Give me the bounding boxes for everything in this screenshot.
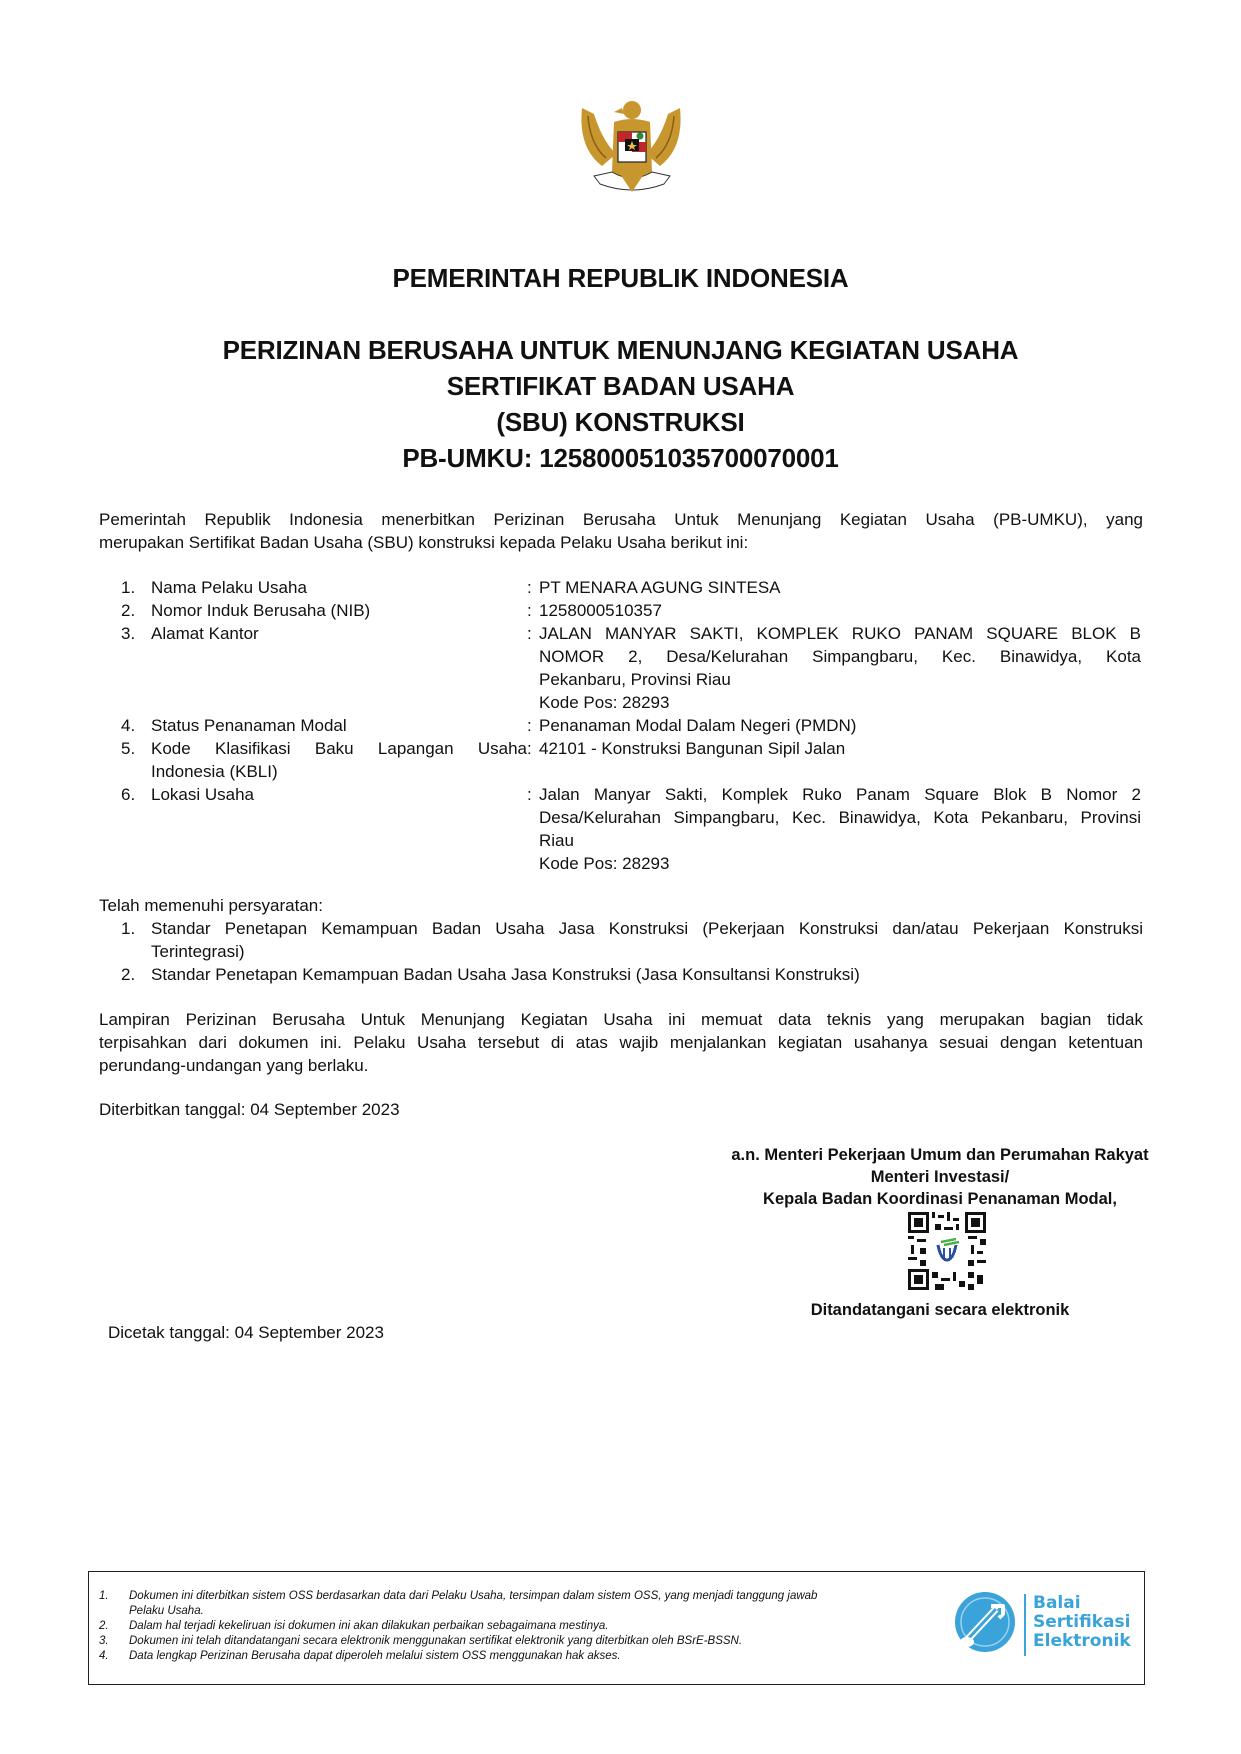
note-text: Data lengkap Perizinan Berusaha dapat diperoleh melalui sistem OSS menggunakan hak akses. bbox=[129, 1650, 621, 1662]
document-title-block bbox=[0, 332, 1241, 476]
requirement-text bbox=[151, 963, 1143, 986]
requirement-number: 2. bbox=[121, 965, 136, 984]
business-details-list bbox=[99, 576, 1151, 875]
document-title-line-1: PERIZINAN BERUSAHA UNTUK MENUNJANG KEGIATAN USAHA bbox=[222, 335, 1019, 365]
field-colon: : bbox=[527, 785, 532, 804]
field-row-investment-status bbox=[99, 714, 1151, 737]
value-line: Penanaman Modal Dalam Negeri (PMDN) bbox=[539, 716, 857, 735]
qr-code-signature[interactable] bbox=[908, 1212, 986, 1290]
logo-text-line: Elektronik bbox=[1033, 1631, 1131, 1651]
field-value-business-location bbox=[539, 783, 1141, 875]
paragraph-line: Lampiran Perizinan Berusaha Untuk Menunjang Kegiatan Usaha ini memuat data teknis yang merupakan bagian tidak bbox=[99, 1010, 1143, 1029]
electronic-signature-label: Ditandatangani secara elektronik bbox=[810, 1301, 1070, 1319]
printed-date: Dicetak tanggal: 04 September 2023 bbox=[108, 1323, 384, 1342]
logo-divider bbox=[1024, 1594, 1026, 1656]
label-line: Indonesia (KBLI) bbox=[151, 762, 278, 781]
value-line: Kode Pos: 28293 bbox=[539, 693, 670, 712]
field-number: 4. bbox=[121, 716, 136, 735]
requirements-heading: Telah memenuhi persyaratan: bbox=[99, 896, 323, 915]
requirement-item bbox=[99, 917, 1143, 963]
field-label: Nomor Induk Berusaha (NIB) bbox=[151, 601, 371, 620]
footer-note bbox=[99, 1649, 929, 1664]
value-line: JALAN MANYAR SAKTI, KOMPLEK RUKO PANAM SQUARE BLOK B bbox=[539, 624, 1141, 643]
document-title-line-2: SERTIFIKAT BADAN USAHA bbox=[446, 371, 795, 401]
footer-notes-box bbox=[88, 1571, 1145, 1685]
field-label: Status Penanaman Modal bbox=[151, 716, 347, 735]
value-line: NOMOR 2, Desa/Kelurahan Simpangbaru, Kec. Binawidya, Kota bbox=[539, 647, 1141, 666]
intro-line-1: Pemerintah Republik Indonesia menerbitkan Perizinan Berusaha Untuk Menunjang Kegiatan Usaha (PB-UMKU), yang bbox=[99, 510, 1143, 529]
note-line: Dokumen ini diterbitkan sistem OSS berdasarkan data dari Pelaku Usaha, tersimpan dalam sistem OSS, yang menjadi tanggung jawab bbox=[129, 1590, 818, 1602]
garuda-pancasila-emblem bbox=[572, 88, 690, 206]
field-value-nib bbox=[539, 599, 1141, 622]
key-badge-icon bbox=[951, 1586, 1021, 1658]
field-number: 1. bbox=[121, 578, 136, 597]
field-label: Alamat Kantor bbox=[151, 624, 259, 643]
note-number: 2. bbox=[99, 1620, 109, 1632]
field-colon: : bbox=[527, 578, 532, 597]
field-label: Nama Pelaku Usaha bbox=[151, 578, 307, 597]
signatory-block bbox=[690, 1144, 1190, 1210]
value-line: Kode Pos: 28293 bbox=[539, 854, 670, 873]
intro-paragraph bbox=[99, 508, 1143, 554]
issued-date: Diterbitkan tanggal: 04 September 2023 bbox=[99, 1100, 400, 1119]
value-line: 1258000510357 bbox=[539, 601, 662, 620]
document-title-line-3: (SBU) KONSTRUKSI bbox=[496, 407, 745, 437]
signatory-line-2: Menteri Investasi/ bbox=[870, 1168, 1010, 1186]
note-number: 4. bbox=[99, 1650, 109, 1662]
government-title: PEMERINTAH REPUBLIK INDONESIA bbox=[392, 263, 849, 293]
paragraph-line: terpisahkan dari dokumen ini. Pelaku Usaha tersebut di atas wajib menjalankan kegiatan usahanya sesuai dengan ketentuan bbox=[99, 1033, 1143, 1052]
note-text bbox=[129, 1589, 929, 1619]
requirement-line: Standar Penetapan Kemampuan Badan Usaha Jasa Konstruksi (Jasa Konsultansi Konstruksi) bbox=[151, 965, 860, 984]
pb-umku-number: PB-UMKU: 125800051035700070001 bbox=[402, 443, 839, 473]
field-row-office-address bbox=[99, 622, 1151, 714]
value-line: Desa/Kelurahan Simpangbaru, Kec. Binawidya, Kota Pekanbaru, Provinsi bbox=[539, 808, 1141, 827]
value-line: PT MENARA AGUNG SINTESA bbox=[539, 578, 781, 597]
requirements-section bbox=[99, 894, 1143, 986]
footer-note bbox=[99, 1589, 929, 1619]
field-row-business-name bbox=[99, 576, 1151, 599]
bsre-logo-text bbox=[1033, 1594, 1131, 1651]
note-line: Pelaku Usaha. bbox=[129, 1605, 204, 1617]
field-colon: : bbox=[527, 601, 532, 620]
footer-notes-list bbox=[99, 1589, 929, 1664]
note-text: Dalam hal terjadi kekeliruan isi dokumen ini akan dilakukan perbaikan sebagaimana mestinya. bbox=[129, 1620, 609, 1632]
footer-note bbox=[99, 1619, 929, 1634]
field-number: 3. bbox=[121, 624, 136, 643]
field-colon: : bbox=[527, 716, 532, 735]
field-number: 5. bbox=[121, 739, 136, 758]
field-label: Lokasi Usaha bbox=[151, 785, 255, 804]
value-line: Pekanbaru, Provinsi Riau bbox=[539, 670, 731, 689]
field-colon: : bbox=[527, 624, 532, 643]
value-line: 42101 - Konstruksi Bangunan Sipil Jalan bbox=[539, 739, 846, 758]
field-value-office-address bbox=[539, 622, 1141, 714]
field-colon: : bbox=[527, 739, 532, 758]
field-label bbox=[151, 737, 527, 783]
value-line: Jalan Manyar Sakti, Komplek Ruko Panam Square Blok B Nomor 2 bbox=[539, 785, 1141, 804]
requirement-line: Terintegrasi) bbox=[151, 942, 245, 961]
field-number: 6. bbox=[121, 785, 136, 804]
signatory-line-3: Kepala Badan Koordinasi Penanaman Modal, bbox=[763, 1190, 1117, 1208]
requirement-number: 1. bbox=[121, 919, 136, 938]
note-number: 3. bbox=[99, 1635, 109, 1647]
value-line: Riau bbox=[539, 831, 574, 850]
label-line: Kode Klasifikasi Baku Lapangan Usaha bbox=[151, 739, 527, 758]
requirement-line: Standar Penetapan Kemampuan Badan Usaha Jasa Konstruksi (Pekerjaan Konstruksi dan/atau Pekerjaan Konstruksi bbox=[151, 919, 1143, 938]
requirement-text bbox=[151, 917, 1143, 963]
signatory-line-1: a.n. Menteri Pekerjaan Umum dan Perumahan Rakyat bbox=[731, 1146, 1149, 1164]
field-row-kbli bbox=[99, 737, 1151, 783]
field-value-investment-status bbox=[539, 714, 1141, 737]
logo-text-line: Sertifikasi bbox=[1033, 1612, 1131, 1632]
field-value-business-name bbox=[539, 576, 1141, 599]
field-number: 2. bbox=[121, 601, 136, 620]
field-row-nib bbox=[99, 599, 1151, 622]
logo-text-line: Balai bbox=[1033, 1593, 1081, 1613]
requirement-item bbox=[99, 963, 1143, 986]
note-text: Dokumen ini telah ditandatangani secara elektronik menggunakan sertifikat elektronik yang diterbitkan oleh BSrE-BSSN. bbox=[129, 1635, 743, 1647]
bsre-logo bbox=[951, 1586, 1131, 1668]
attachment-paragraph bbox=[99, 1008, 1143, 1077]
field-row-business-location bbox=[99, 783, 1151, 875]
paragraph-line: perundang-undangan yang berlaku. bbox=[99, 1056, 369, 1075]
note-number: 1. bbox=[99, 1590, 109, 1602]
footer-note bbox=[99, 1634, 929, 1649]
field-value-kbli bbox=[539, 737, 1141, 783]
intro-line-2: merupakan Sertifikat Badan Usaha (SBU) konstruksi kepada Pelaku Usaha berikut ini: bbox=[99, 533, 749, 552]
